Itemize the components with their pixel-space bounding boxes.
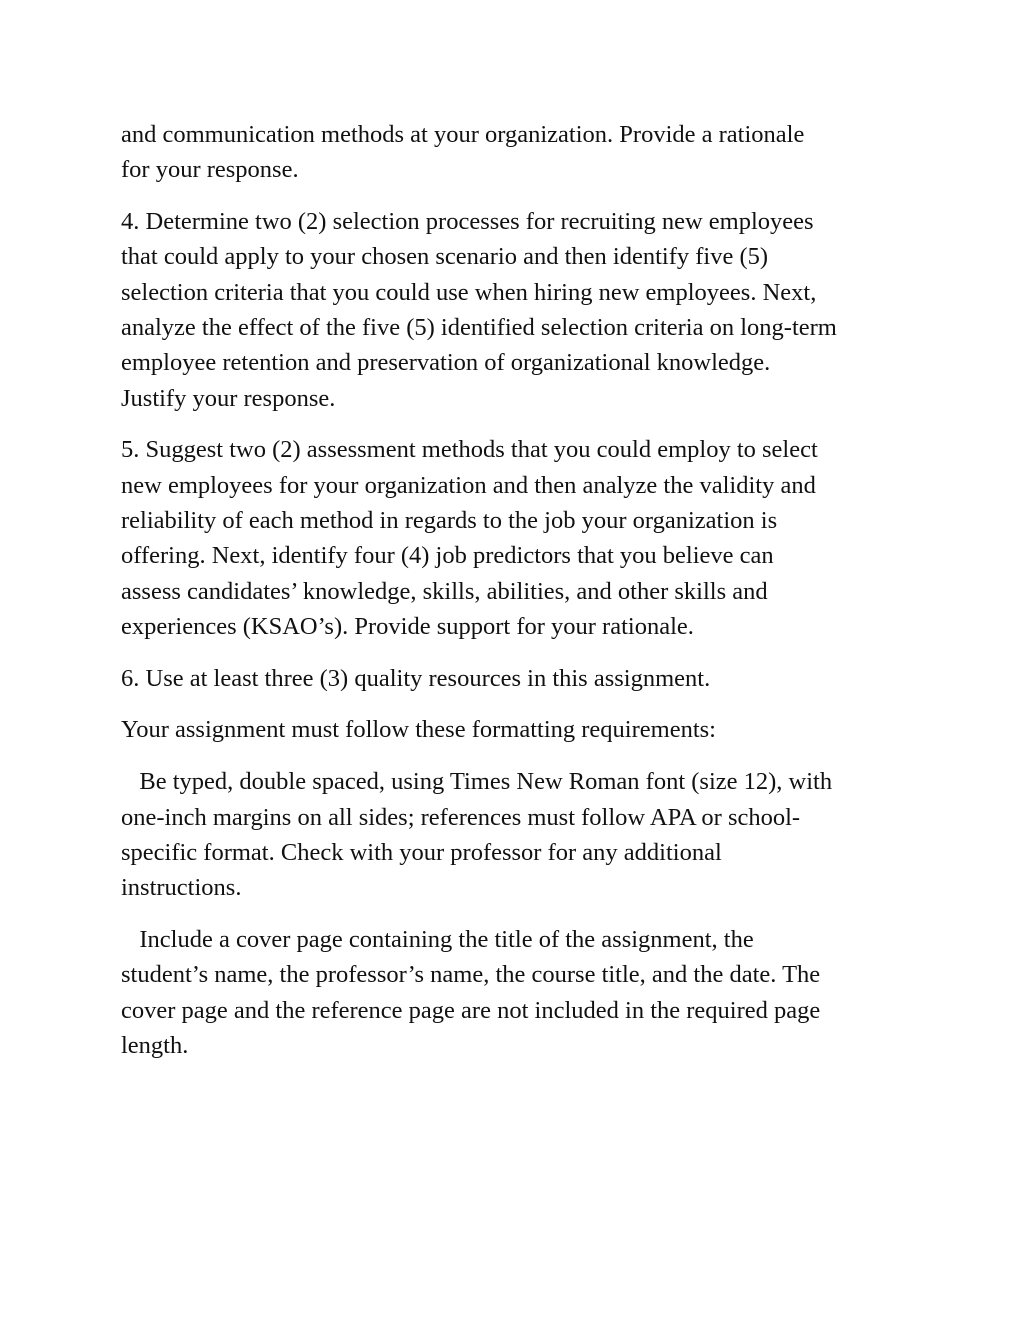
document-body	[121, 117, 911, 1080]
text-line: and communication methods at your organization. Provide a rationale	[121, 121, 805, 148]
text-line: instructions.	[121, 874, 242, 902]
paragraph-item-4	[121, 204, 911, 416]
text-line: reliability of each method in regards to the job your organization is	[121, 506, 778, 534]
text-line: 4. Determine two (2) selection processes for recruiting new employees	[121, 208, 814, 236]
paragraph-format-typed	[121, 764, 911, 905]
text-line: Justify your response.	[121, 384, 336, 412]
text-line: student’s name, the professor’s name, the course title, and the date. The	[121, 961, 821, 989]
text-line: Include a cover page containing the title of the assignment, the	[121, 925, 754, 953]
text-line: one-inch margins on all sides; references must follow APA or school-	[121, 803, 801, 831]
text-line: Be typed, double spaced, using Times New Roman font (size 12), with	[121, 768, 833, 796]
text-line: that could apply to your chosen scenario and then identify five (5)	[121, 243, 769, 271]
text-line: Your assignment must follow these formatting requirements:	[121, 716, 716, 744]
text-line: selection criteria that you could use when hiring new employees. Next,	[121, 278, 817, 306]
text-line: 6. Use at least three (3) quality resources in this assignment.	[121, 664, 711, 692]
text-line: offering. Next, identify four (4) job predictors that you believe can	[121, 542, 774, 570]
text-line: length.	[121, 1031, 189, 1059]
paragraph-item-6	[121, 661, 911, 696]
text-line: cover page and the reference page are not included in the required page	[121, 996, 821, 1024]
paragraph-format-cover	[121, 922, 911, 1063]
text-line: specific format. Check with your professor for any additional	[121, 838, 722, 866]
text-line: experiences (KSAO’s). Provide support for your rationale.	[121, 612, 694, 640]
text-line: 5. Suggest two (2) assessment methods that you could employ to select	[121, 436, 818, 464]
text-line: for your response.	[121, 156, 299, 184]
text-line: new employees for your organization and then analyze the validity and	[121, 471, 816, 499]
text-line: analyze the effect of the five (5) identified selection criteria on long-term	[121, 313, 837, 341]
paragraph-item-5	[121, 432, 911, 644]
paragraph-continuation	[121, 117, 911, 188]
text-line: assess candidates’ knowledge, skills, abilities, and other skills and	[121, 577, 768, 605]
paragraph-format-heading	[121, 712, 911, 747]
text-line: employee retention and preservation of organizational knowledge.	[121, 349, 771, 377]
